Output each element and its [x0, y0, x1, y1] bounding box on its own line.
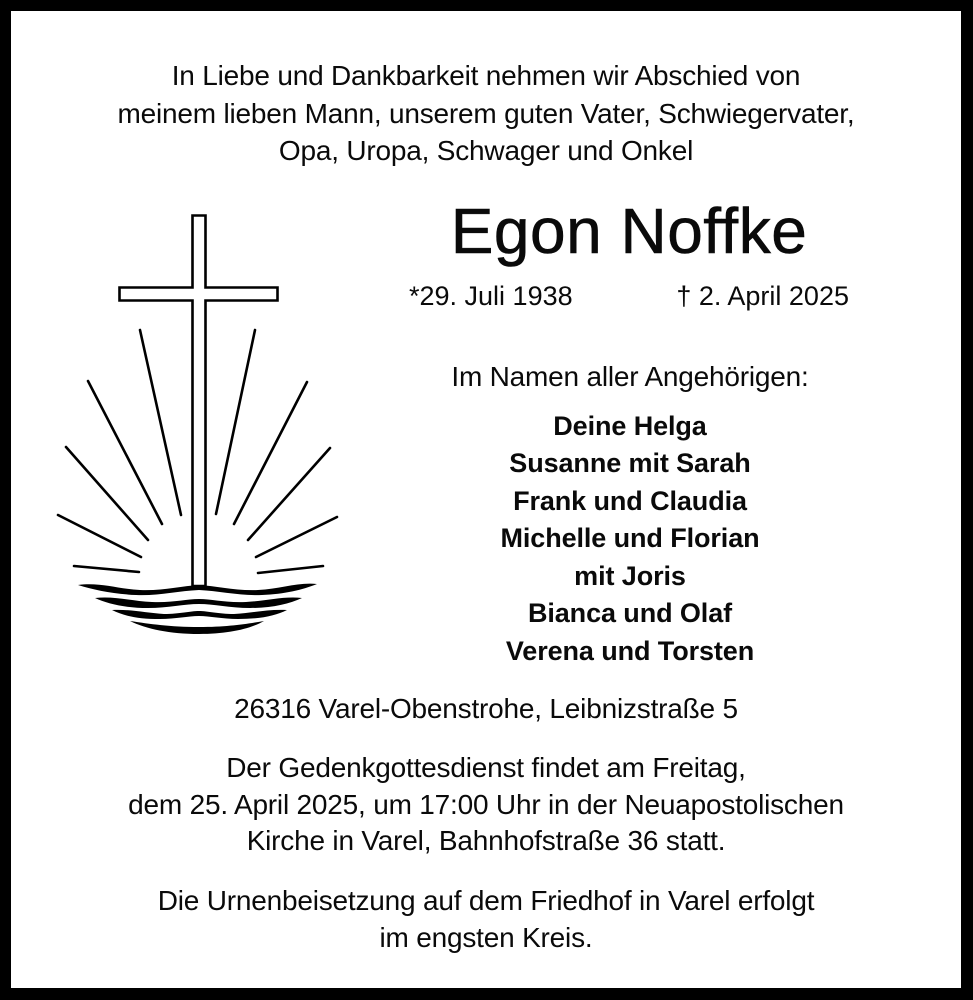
life-dates	[409, 283, 849, 310]
intro-line-3: Opa, Uropa, Schwager und Onkel	[278, 135, 694, 166]
intro-line-1: In Liebe und Dankbarkeit nehmen wir Abschied von	[171, 60, 801, 91]
mourner-line: Michelle und Florian	[500, 523, 760, 553]
mourners-heading: Im Namen aller Angehörigen:	[451, 361, 809, 392]
mourner-line: Bianca und Olaf	[527, 598, 733, 628]
mourner-line: Deine Helga	[553, 411, 707, 441]
deceased-name: Egon Noffke	[450, 195, 808, 267]
birth-date: *29. Juli 1938	[409, 281, 573, 311]
address: 26316 Varel-Obenstrohe, Leibnizstraße 5	[234, 693, 738, 724]
mourner-line: Verena und Torsten	[505, 636, 755, 666]
burial-line-1: Die Urnenbeisetzung auf dem Friedhof in Varel erfolgt	[157, 885, 815, 916]
service-line-3: Kirche in Varel, Bahnhofstraße 36 statt.	[246, 825, 726, 856]
mourner-line: mit Joris	[574, 561, 686, 591]
intro-line-2: meinem lieben Mann, unserem guten Vater, Schwiegervater,	[117, 98, 855, 129]
service-line-1: Der Gedenkgottesdienst findet am Freitag,	[226, 752, 746, 783]
mourner-line: Frank und Claudia	[513, 486, 747, 516]
death-date: † 2. April 2025	[676, 281, 849, 311]
burial-line-2: im engsten Kreis.	[379, 922, 593, 953]
mourner-line: Susanne mit Sarah	[509, 448, 751, 478]
service-line-2: dem 25. April 2025, um 17:00 Uhr in der Neuapostolischen	[128, 789, 844, 820]
cross-sun-waves-icon	[50, 200, 350, 650]
